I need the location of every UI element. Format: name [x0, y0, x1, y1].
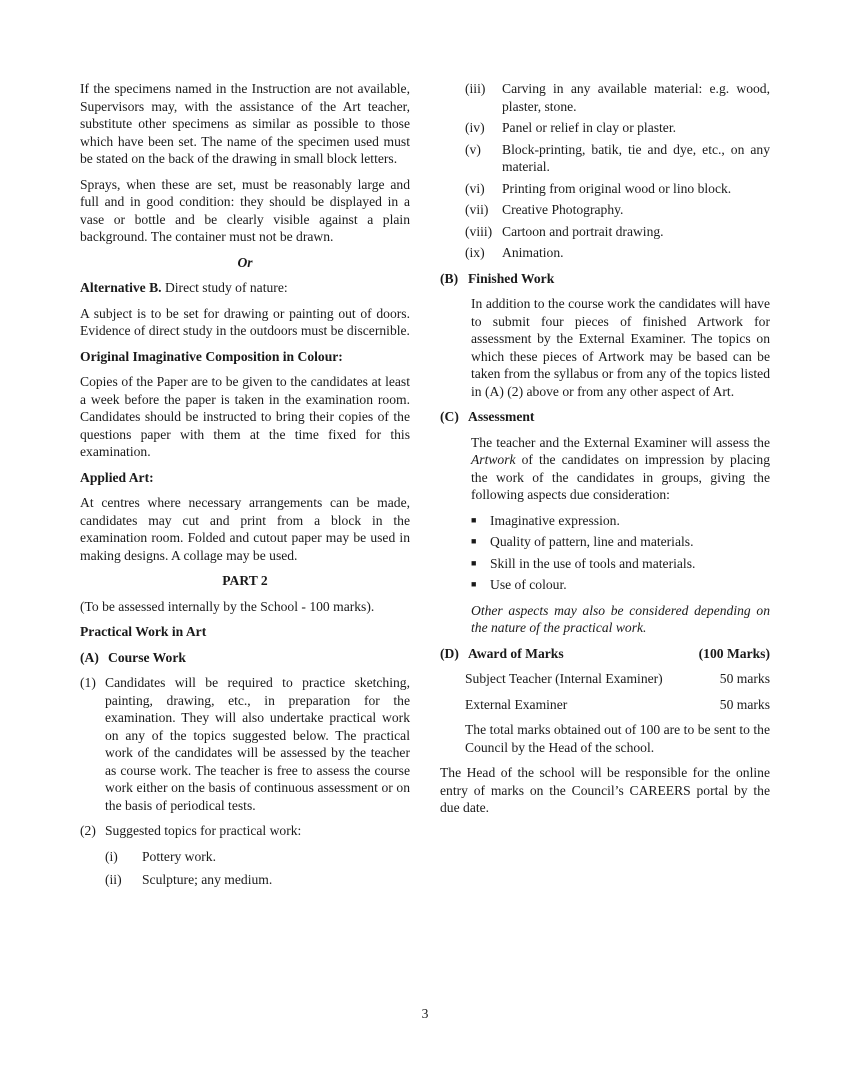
- assessment-text-italic: Artwork: [471, 452, 516, 467]
- bullet-icon: ■: [471, 557, 477, 568]
- heading-applied-art: Applied Art:: [80, 469, 154, 485]
- alternative-b: [80, 279, 410, 297]
- topic-text: Pottery work.: [142, 848, 217, 864]
- topic-number: (ii): [105, 872, 122, 887]
- item-text: Suggested topics for practical work:: [105, 823, 302, 838]
- bullet-text: Imaginative expression.: [490, 512, 620, 528]
- paragraph-head-of-school: The Head of the school will be responsible for the online entry of marks on the Council’s CAREERS portal by the due date.: [440, 765, 770, 815]
- paragraph-part-2-note: (To be assessed internally by the School - 100 marks).: [80, 598, 375, 614]
- topic-number: (i): [105, 848, 118, 864]
- heading-practical-work: Practical Work in Art: [80, 624, 207, 639]
- topic-number: (iii): [465, 81, 486, 96]
- section-d-heading: [440, 645, 770, 663]
- topic-number: (ix): [465, 245, 485, 260]
- topic-text: Animation.: [502, 245, 564, 260]
- bullet-item: [471, 512, 770, 530]
- section-d-number: (D): [440, 645, 459, 661]
- bullet-icon: ■: [471, 514, 477, 525]
- section-c-number: (C): [440, 409, 459, 424]
- topic-text: Block-printing, batik, tie and dye, etc., on any material.: [502, 141, 770, 174]
- marks-examiner: Subject Teacher (Internal Examiner): [465, 671, 663, 686]
- paragraph-specimens: If the specimens named in the Instruction are not available, Supervisors may, with the assistance of the Art teacher, substitute other specimens as similar as possible to those which have been set. The name of the specimen used must be stated on the back of the drawing in small block letters.: [80, 81, 410, 166]
- topic-number: (iv): [465, 120, 485, 135]
- topic-item: [465, 180, 770, 198]
- section-a-number: (A): [80, 649, 99, 665]
- topic-text: Printing from original wood or lino block.: [502, 180, 732, 196]
- bullet-icon: ■: [471, 536, 477, 546]
- topic-item: [465, 244, 770, 262]
- heading-imaginative-composition: Original Imaginative Composition in Colour:: [80, 348, 343, 364]
- topic-item: [105, 871, 410, 889]
- bullet-text: Use of colour.: [490, 577, 567, 592]
- paragraph-sprays: Sprays, when these are set, must be reasonably large and full and in good condition: they should be displayed in a vase or bottle and be clearly visible against a plain background. The container must not be drawn.: [80, 176, 410, 244]
- topic-item: [465, 119, 770, 137]
- bullet-item: [471, 576, 770, 594]
- topic-item: [105, 848, 410, 866]
- bullet-text: Skill in the use of tools and materials.: [490, 555, 696, 571]
- heading-part-2: PART 2: [222, 573, 268, 588]
- marks-value: 50 marks: [719, 671, 770, 686]
- bullet-item: [471, 533, 770, 551]
- section-c-title: Assessment: [468, 409, 535, 424]
- assessment-text-a: The teacher and the External Examiner will assess the: [471, 434, 770, 450]
- page-number: 3: [421, 1006, 429, 1021]
- section-c-heading: [440, 408, 770, 426]
- topic-text: Carving in any available material: e.g. wood, plaster, stone.: [502, 81, 770, 114]
- topic-text: Sculpture; any medium.: [142, 872, 273, 887]
- numbered-item-1: [80, 674, 410, 814]
- paragraph-other-aspects: Other aspects may also be considered depending on the nature of the practical work.: [471, 602, 770, 635]
- topic-item: [465, 201, 770, 219]
- topic-item: [465, 223, 770, 241]
- topic-number: (vi): [465, 180, 485, 196]
- marks-row: [465, 670, 770, 688]
- topic-text: Cartoon and portrait drawing.: [502, 223, 664, 239]
- bullet-item: [471, 555, 770, 573]
- left-column: [80, 80, 410, 895]
- or-separator: Or: [237, 254, 253, 270]
- paragraph-applied-art: At centres where necessary arrangements can be made, candidates may cut and print from a block in the examination room. Folded and cutout paper may be used in making designs. A collage may be used.: [80, 495, 410, 563]
- alternative-b-text: Direct study of nature:: [161, 280, 288, 295]
- paragraph-assessment: [471, 434, 770, 504]
- numbered-item-2: [80, 822, 410, 840]
- topic-item: [465, 141, 770, 176]
- section-b-title: Finished Work: [468, 270, 555, 286]
- topic-number: (viii): [465, 223, 493, 239]
- topic-text: Panel or relief in clay or plaster.: [502, 120, 677, 135]
- section-d-title: Award of Marks: [468, 645, 564, 661]
- marks-row: [465, 696, 770, 714]
- item-number: (2): [80, 823, 96, 838]
- paragraph-copies: Copies of the Paper are to be given to the candidates at least a week before the paper is taken in the examination room. Candidates should be instructed to bring their copies of the questions paper with them at the time fixed for this examination.: [80, 374, 410, 459]
- marks-examiner: External Examiner: [465, 696, 568, 712]
- section-a-title: Course Work: [108, 649, 186, 665]
- section-a-heading: [80, 649, 410, 667]
- section-b-heading: [440, 270, 770, 288]
- paragraph-finished-work: In addition to the course work the candidates will have to submit four pieces of finished Artwork for assessment by the External Examiner. The topics on which these pieces of Artwork may be based can be taken from the syllabus or from any of the topics listed in (A) (2) above or from any other aspect of Art.: [471, 296, 770, 399]
- right-column: [440, 80, 770, 825]
- paragraph-direct-study: A subject is to be set for drawing or painting out of doors. Evidence of direct study in the outdoors must be discernible.: [80, 305, 410, 338]
- marks-value: 50 marks: [719, 696, 770, 712]
- bullet-icon: ■: [471, 579, 477, 589]
- paragraph-total-marks: The total marks obtained out of 100 are to be sent to the Council by the Head of the school.: [465, 722, 770, 755]
- section-b-number: (B): [440, 270, 459, 286]
- topic-item: [465, 80, 770, 115]
- item-text: Candidates will be required to practice sketching, painting, drawing, etc., in preparation for the examination. They will also undertake practical work on any of the topics suggested below. The practical work of the candidates will be assessed by the teacher as course work. The teacher is free to assess the course work either on the basis of continuous assessment or on the basis of periodical tests.: [105, 675, 410, 813]
- topic-text: Creative Photography.: [502, 202, 624, 217]
- alternative-b-label: Alternative B.: [80, 280, 162, 295]
- section-d-total: (100 Marks): [698, 645, 770, 661]
- assessment-text-b: of the candidates on impression by placing the work of the candidates in groups, giving the following aspects due consideration:: [471, 452, 770, 502]
- topic-number: (vii): [465, 202, 489, 217]
- bullet-text: Quality of pattern, line and materials.: [490, 534, 694, 549]
- topic-number: (v): [465, 141, 481, 157]
- item-number: (1): [80, 675, 96, 690]
